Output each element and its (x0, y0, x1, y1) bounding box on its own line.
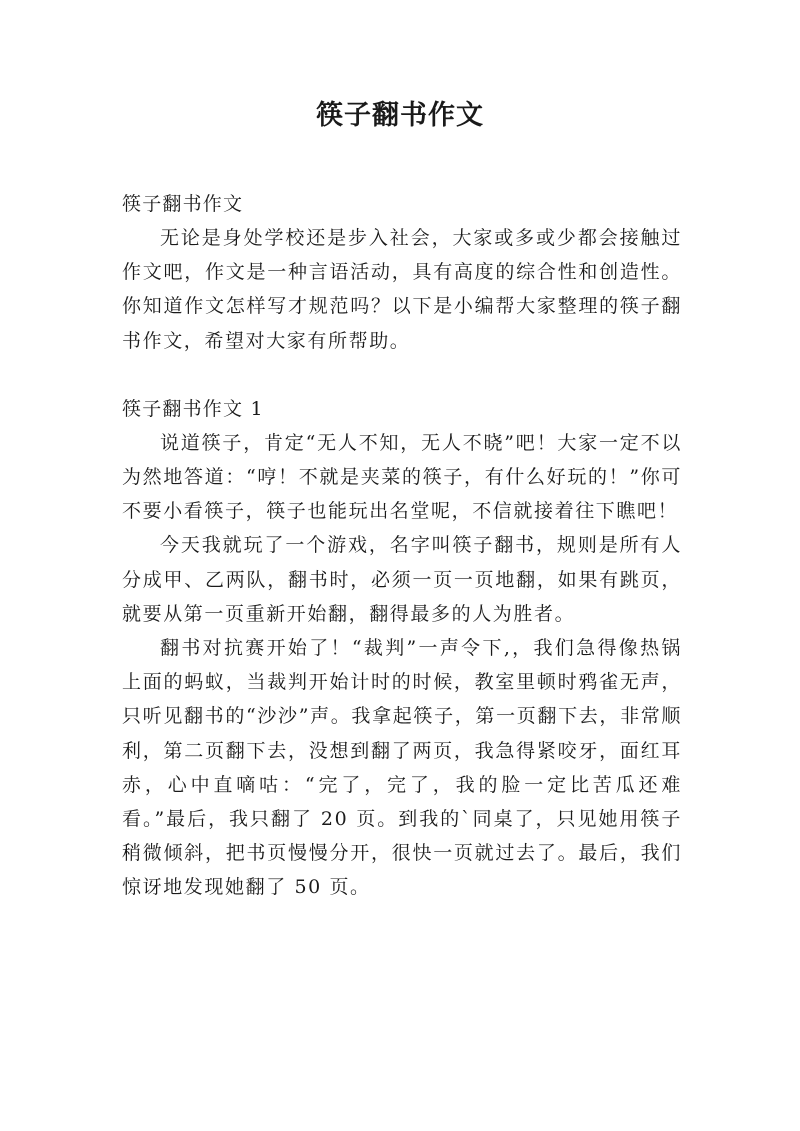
intro-paragraph: 无论是身处学校还是步入社会，大家或多或少都会接触过作文吧，作文是一种言语活动，具有高度的综合性和创造性。你知道作文怎样写才规范吗？以下是小编帮大家整理的筷子翻书作文，希望对大家有所帮助。 (122, 227, 682, 352)
section-spacer (122, 358, 682, 392)
essay-1-paragraph-1: 说道筷子，肯定“无人不知，无人不晓”吧！大家一定不以为然地答道：“哼！不就是夹菜的筷子，有什么好玩的！”你可不要小看筷子，筷子也能玩出名堂呢，不信就接着往下瞧吧！ (122, 431, 682, 523)
page-title: 筷子翻书作文 (316, 100, 484, 131)
essay-1-paragraph-3: 翻书对抗赛开始了！“裁判”一声令下,，我们急得像热锅上面的蚂蚁，当裁判开始计时的时候，教室里顿时鸦雀无声，只听见翻书的“沙沙”声。我拿起筷子，第一页翻下去，非常顺利，第二页翻下去，没想到翻了两页，我急得紧咬牙，面红耳赤，心中直嘀咕：“完了，完了，我的脸一定比苦瓜还难看。”最后，我只翻了 20 页。到我的`同桌了，只见她用筷子稍微倾斜，把书页慢慢分开，很快一页就过去了。最后，我们惊讶地发现她翻了 50 页。 (122, 637, 682, 899)
intro-heading: 筷子翻书作文 (122, 193, 244, 215)
document-body (122, 187, 682, 905)
essay-1-heading: 筷子翻书作文 1 (122, 397, 264, 420)
essay-1-paragraph-2: 今天我就玩了一个游戏，名字叫筷子翻书，规则是所有人分成甲、乙两队，翻书时，必须一页一页地翻，如果有跳页，就要从第一页重新开始翻，翻得最多的人为胜者。 (122, 534, 682, 625)
